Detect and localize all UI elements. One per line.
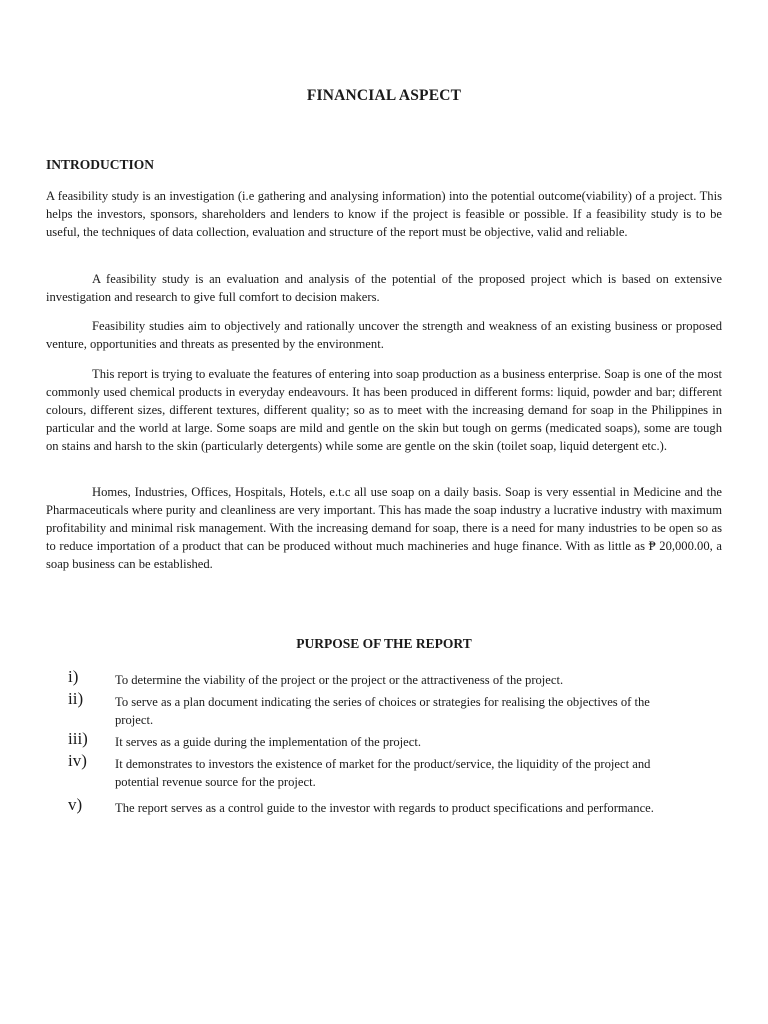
intro-paragraph-2: A feasibility study is an evaluation and analysis of the potential of the proposed project which is based on extensive investigation and research to give full comfort to decision makers. <box>46 272 722 304</box>
intro-paragraph-3: Feasibility studies aim to objectively and rationally uncover the strength and weakness of an existing business or proposed venture, opportunities and threats as presented by the environment. <box>46 319 722 351</box>
purpose-item-number: iv) <box>68 751 87 770</box>
intro-paragraph-4: This report is trying to evaluate the features of entering into soap production as a business enterprise. Soap is one of the most commonly used chemical products in everyday endeavours. It has been produced in different forms: liquid, powder and bar; different colours, different sizes, different textures, different quality; so as to meet with the increasing demand for soap in the Philippines in particular and the world at large. Some soaps are mild and gentle on the skin but tough on germs (medicated soaps), some are tough on stains and harsh to the skin (particularly detergents) while some are gentle on the skin (toilet soap, liquid detergent etc.). <box>46 367 722 453</box>
purpose-item-text: The report serves as a control guide to the investor with regards to product specifications and performance. <box>115 801 654 815</box>
purpose-item-number: ii) <box>68 689 84 708</box>
purpose-heading: PURPOSE OF THE REPORT <box>296 636 472 651</box>
purpose-item-number: i) <box>68 667 79 686</box>
intro-paragraph-5: Homes, Industries, Offices, Hospitals, Hotels, e.t.c all use soap on a daily basis. Soap is very essential in Medicine and the Pharmaceuticals where purity and cleanliness are very important. This has made the soap industry a lucrative industry with maximum profitability and minimal risk management. With the increasing demand for soap, there is a need for many industries to be open so as to reduce importation of a product that can be produced without much machineries and huge finance. With as little as ₱ 20,000.00, a soap business can be established. <box>46 485 722 571</box>
page-title: FINANCIAL ASPECT <box>306 87 462 104</box>
intro-paragraph-1: A feasibility study is an investigation (i.e gathering and analysing information) into the potential outcome(viability) of a project. This helps the investors, sponsors, shareholders and lenders to know if the project is feasible or possible. If a feasibility study is to be useful, the techniques of data collection, evaluation and structure of the report must be objective, valid and reliable. <box>46 189 722 239</box>
purpose-item-text: It demonstrates to investors the existence of market for the product/service, the liquidity of the project and potential revenue source for the project. <box>115 757 651 789</box>
purpose-item-number: v) <box>68 795 83 814</box>
purpose-item-number: iii) <box>68 729 88 748</box>
purpose-item-text: To determine the viability of the project or the project or the attractiveness of the project. <box>115 673 564 687</box>
purpose-item-text: To serve as a plan document indicating the series of choices or strategies for realising the objectives of the project. <box>115 695 650 727</box>
purpose-item-text: It serves as a guide during the implementation of the project. <box>115 735 422 749</box>
introduction-heading: INTRODUCTION <box>46 157 155 172</box>
